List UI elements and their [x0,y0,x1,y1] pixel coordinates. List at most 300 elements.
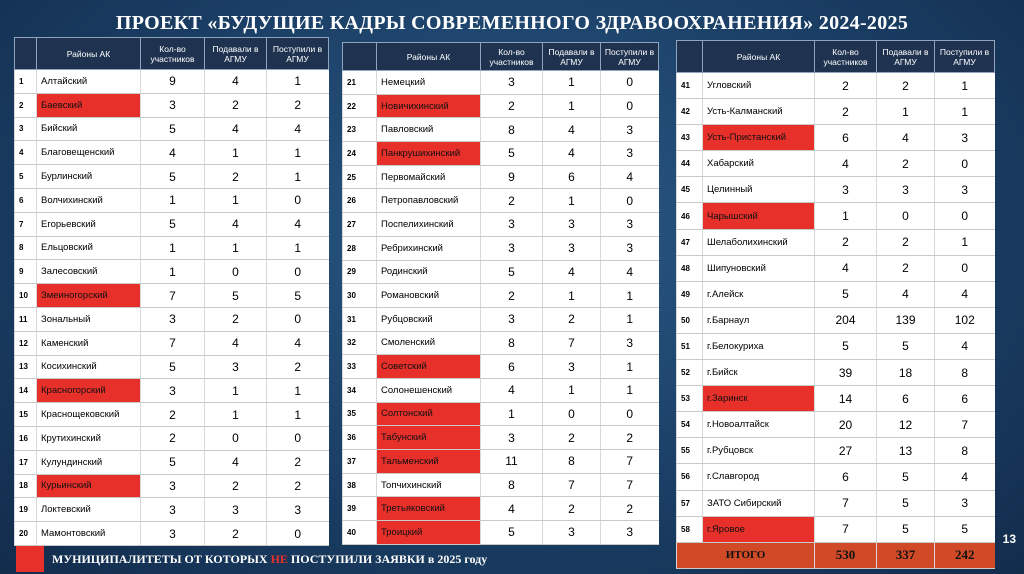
participants-count: 4 [481,497,543,521]
district-name: Родинский [377,260,481,284]
row-number: 24 [343,142,377,166]
admitted-count: 3 [935,490,995,516]
applied-count: 2 [543,307,601,331]
table-row [677,360,995,386]
header-applied: Подавали в АГМУ [543,43,601,71]
applied-count: 1 [205,403,267,427]
legend-text-part: МУНИЦИПАЛИТЕТЫ ОТ КОТОРЫХ [52,552,271,566]
legend-text-part: ПОСТУПИЛИ ЗАЯВКИ в 2025 году [287,552,488,566]
header-applied: Подавали в АГМУ [877,41,935,73]
applied-count: 8 [543,450,601,474]
admitted-count: 3 [267,498,329,522]
applied-count: 2 [205,307,267,331]
applied-count: 1 [543,378,601,402]
row-number: 28 [343,236,377,260]
participants-count: 1 [141,260,205,284]
table-row [15,474,329,498]
header-district: Районы АК [37,38,141,70]
row-number: 4 [15,141,37,165]
row-number: 36 [343,426,377,450]
admitted-count: 0 [267,522,329,546]
table-row [343,71,659,95]
table-row [15,522,329,546]
applied-count: 2 [877,151,935,177]
row-number: 1 [15,70,37,94]
admitted-count: 7 [601,473,659,497]
row-number: 41 [677,73,703,99]
admitted-count: 0 [267,426,329,450]
table-row [677,281,995,307]
row-number: 20 [15,522,37,546]
table-row [677,490,995,516]
row-number: 37 [343,450,377,474]
table-row [15,93,329,117]
participants-count: 5 [141,450,205,474]
admitted-count: 2 [601,426,659,450]
participants-count: 7 [815,516,877,542]
table-row [343,450,659,474]
row-number: 2 [15,93,37,117]
admitted-count: 1 [267,403,329,427]
district-name: г.Белокуриха [703,333,815,359]
applied-count: 1 [543,284,601,308]
admitted-count: 8 [935,360,995,386]
applied-count: 6 [877,386,935,412]
row-number: 10 [15,284,37,308]
row-number: 21 [343,71,377,95]
header-district: Районы АК [703,41,815,73]
district-name: Солтонский [377,402,481,426]
table-row [15,450,329,474]
district-name: Зональный [37,307,141,331]
table-row [15,307,329,331]
admitted-count: 1 [267,379,329,403]
applied-count: 7 [543,331,601,355]
table-row [677,151,995,177]
district-name: Ельцовский [37,236,141,260]
district-name: г.Барнаул [703,307,815,333]
applied-count: 0 [205,260,267,284]
table-row [343,189,659,213]
participants-count: 3 [141,522,205,546]
row-number: 52 [677,360,703,386]
participants-count: 3 [141,307,205,331]
row-number: 17 [15,450,37,474]
admitted-count: 1 [601,378,659,402]
admitted-count: 102 [935,307,995,333]
participants-count: 2 [481,189,543,213]
applied-count: 139 [877,307,935,333]
admitted-count: 0 [935,203,995,229]
admitted-count: 0 [601,94,659,118]
table-row [343,521,659,545]
participants-count: 6 [815,464,877,490]
applied-count: 0 [205,426,267,450]
table-row [677,229,995,255]
participants-count: 1 [141,236,205,260]
district-name: Поспелихинский [377,213,481,237]
district-name: Кулундинский [37,450,141,474]
applied-count: 2 [543,497,601,521]
district-name: Краснощековский [37,403,141,427]
participants-count: 5 [815,281,877,307]
district-name: ЗАТО Сибирский [703,490,815,516]
header-admitted: Поступили в АГМУ [601,43,659,71]
district-name: Новичихинский [377,94,481,118]
legend-color-swatch [16,546,44,572]
participants-count: 3 [481,426,543,450]
row-number: 11 [15,307,37,331]
participants-count: 4 [481,378,543,402]
admitted-count: 1 [601,307,659,331]
applied-count: 2 [543,426,601,450]
table-row [677,412,995,438]
district-name: Шелаболихинский [703,229,815,255]
row-number: 27 [343,213,377,237]
page-title: ПРОЕКТ «БУДУЩИЕ КАДРЫ СОВРЕМЕННОГО ЗДРАВООХРАНЕНИЯ» 2024-2025 [115,12,909,34]
admitted-count: 4 [267,117,329,141]
table-row [343,118,659,142]
participants-count: 3 [481,213,543,237]
admitted-count: 1 [601,355,659,379]
admitted-count: 3 [935,177,995,203]
participants-count: 3 [815,177,877,203]
participants-count: 5 [141,165,205,189]
table-row [15,260,329,284]
applied-count: 2 [877,255,935,281]
participants-count: 5 [141,117,205,141]
admitted-count: 3 [935,125,995,151]
admitted-count: 0 [935,151,995,177]
applied-count: 5 [205,284,267,308]
table-row [15,379,329,403]
participants-count: 14 [815,386,877,412]
districts-table-2 [342,42,659,545]
participants-count: 2 [815,229,877,255]
applied-count: 4 [543,118,601,142]
applied-count: 1 [543,189,601,213]
header-admitted: Поступили в АГМУ [935,41,995,73]
participants-count: 7 [141,284,205,308]
applied-count: 13 [877,438,935,464]
admitted-count: 4 [601,165,659,189]
admitted-count: 5 [267,284,329,308]
participants-count: 5 [141,355,205,379]
applied-count: 1 [543,71,601,95]
participants-count: 3 [141,93,205,117]
table-row [343,426,659,450]
row-number: 29 [343,260,377,284]
table-row [677,516,995,542]
participants-count: 204 [815,307,877,333]
participants-count: 2 [481,284,543,308]
applied-count: 5 [877,516,935,542]
applied-count: 3 [543,213,601,237]
district-name: Усть-Пристанский [703,125,815,151]
district-name: Косихинский [37,355,141,379]
participants-count: 3 [481,307,543,331]
participants-count: 3 [141,379,205,403]
table-row [677,333,995,359]
district-name: Алтайский [37,70,141,94]
participants-count: 9 [141,70,205,94]
district-name: Панкрушихинский [377,142,481,166]
applied-count: 0 [543,402,601,426]
table-row [15,212,329,236]
district-name: Смоленский [377,331,481,355]
row-number: 58 [677,516,703,542]
header-number [343,43,377,71]
district-name: Бийский [37,117,141,141]
table-row [677,386,995,412]
row-number: 56 [677,464,703,490]
districts-table-1 [14,37,329,546]
district-name: Красногорский [37,379,141,403]
participants-count: 39 [815,360,877,386]
applied-count: 1 [205,188,267,212]
participants-count: 2 [481,94,543,118]
applied-count: 3 [205,355,267,379]
admitted-count: 2 [601,497,659,521]
header-participants: Кол-во участников [815,41,877,73]
row-number: 8 [15,236,37,260]
row-number: 14 [15,379,37,403]
table-row [677,125,995,151]
admitted-count: 4 [935,281,995,307]
applied-count: 1 [205,379,267,403]
admitted-count: 1 [267,70,329,94]
admitted-count: 1 [267,165,329,189]
applied-count: 1 [205,236,267,260]
total-participants: 530 [815,542,877,568]
row-number: 33 [343,355,377,379]
admitted-count: 3 [601,142,659,166]
row-number: 12 [15,331,37,355]
row-number: 43 [677,125,703,151]
admitted-count: 3 [601,236,659,260]
admitted-count: 1 [267,236,329,260]
applied-count: 5 [877,490,935,516]
participants-count: 3 [481,236,543,260]
applied-count: 1 [543,94,601,118]
admitted-count: 5 [935,516,995,542]
district-name: Егорьевский [37,212,141,236]
applied-count: 4 [877,281,935,307]
total-label: ИТОГО [677,542,815,568]
applied-count: 7 [543,473,601,497]
applied-count: 2 [205,165,267,189]
row-number: 46 [677,203,703,229]
row-number: 16 [15,426,37,450]
participants-count: 5 [141,212,205,236]
table-row [15,70,329,94]
legend-text [52,552,487,567]
table-row [343,497,659,521]
table-row [677,99,995,125]
district-name: Топчихинский [377,473,481,497]
table-row [15,284,329,308]
district-name: Мамонтовский [37,522,141,546]
table-row [343,378,659,402]
admitted-count: 8 [935,438,995,464]
admitted-count: 3 [601,331,659,355]
applied-count: 2 [205,522,267,546]
header-participants: Кол-во участников [481,43,543,71]
participants-count: 4 [141,141,205,165]
district-name: Благовещенский [37,141,141,165]
district-name: Змеиногорский [37,284,141,308]
table-row [15,117,329,141]
row-number: 15 [15,403,37,427]
participants-count: 3 [481,71,543,95]
participants-count: 5 [481,142,543,166]
district-name: Курьинский [37,474,141,498]
table-row [677,73,995,99]
participants-count: 2 [141,403,205,427]
applied-count: 2 [205,474,267,498]
admitted-count: 0 [935,255,995,281]
applied-count: 4 [205,212,267,236]
row-number: 22 [343,94,377,118]
district-name: Залесовский [37,260,141,284]
participants-count: 7 [815,490,877,516]
page-number: 13 [1002,532,1016,546]
participants-count: 6 [815,125,877,151]
admitted-count: 1 [601,284,659,308]
district-name: Волчихинский [37,188,141,212]
row-number: 38 [343,473,377,497]
table-row [677,177,995,203]
applied-count: 1 [205,141,267,165]
district-name: Романовский [377,284,481,308]
row-number: 26 [343,189,377,213]
admitted-count: 1 [935,99,995,125]
table-row [677,307,995,333]
participants-count: 5 [481,260,543,284]
participants-count: 7 [141,331,205,355]
district-name: г.Яровое [703,516,815,542]
districts-table-3 [676,40,995,569]
applied-count: 2 [877,229,935,255]
row-number: 45 [677,177,703,203]
admitted-count: 0 [601,71,659,95]
header-district: Районы АК [377,43,481,71]
total-admitted: 242 [935,542,995,568]
table-row [343,142,659,166]
district-name: Угловский [703,73,815,99]
row-number: 25 [343,165,377,189]
header-admitted: Поступили в АГМУ [267,38,329,70]
district-name: Рубцовский [377,307,481,331]
table-row [15,498,329,522]
district-name: Петропавловский [377,189,481,213]
participants-count: 1 [481,402,543,426]
applied-count: 3 [543,236,601,260]
district-name: Немецкий [377,71,481,95]
participants-count: 4 [815,151,877,177]
participants-count: 11 [481,450,543,474]
admitted-count: 2 [267,93,329,117]
table-row [15,165,329,189]
district-name: Каменский [37,331,141,355]
participants-count: 9 [481,165,543,189]
applied-count: 4 [543,142,601,166]
row-number: 3 [15,117,37,141]
applied-count: 1 [877,99,935,125]
applied-count: 12 [877,412,935,438]
table-row [15,188,329,212]
admitted-count: 2 [267,450,329,474]
admitted-count: 4 [601,260,659,284]
district-name: Баевский [37,93,141,117]
admitted-count: 0 [267,307,329,331]
district-name: г.Новоалтайск [703,412,815,438]
district-name: Крутихинский [37,426,141,450]
table-row [343,284,659,308]
row-number: 53 [677,386,703,412]
row-number: 23 [343,118,377,142]
row-number: 30 [343,284,377,308]
row-number: 48 [677,255,703,281]
participants-count: 2 [815,99,877,125]
table-row [677,438,995,464]
admitted-count: 6 [935,386,995,412]
applied-count: 0 [877,203,935,229]
row-number: 57 [677,490,703,516]
admitted-count: 0 [601,189,659,213]
district-name: Чарышский [703,203,815,229]
table-row [343,213,659,237]
admitted-count: 7 [601,450,659,474]
district-name: Солонешенский [377,378,481,402]
header-participants: Кол-во участников [141,38,205,70]
row-number: 47 [677,229,703,255]
row-number: 55 [677,438,703,464]
row-number: 54 [677,412,703,438]
table-row [677,255,995,281]
applied-count: 4 [205,450,267,474]
applied-count: 4 [205,117,267,141]
applied-count: 3 [877,177,935,203]
participants-count: 2 [815,73,877,99]
district-name: Ребрихинский [377,236,481,260]
participants-count: 4 [815,255,877,281]
participants-count: 3 [141,474,205,498]
district-name: Советский [377,355,481,379]
row-number: 18 [15,474,37,498]
applied-count: 3 [543,521,601,545]
table-row [343,260,659,284]
district-name: Хабарский [703,151,815,177]
applied-count: 6 [543,165,601,189]
participants-count: 5 [481,521,543,545]
district-name: г.Заринск [703,386,815,412]
admitted-count: 0 [267,260,329,284]
admitted-count: 1 [267,141,329,165]
table-row [343,355,659,379]
applied-count: 3 [205,498,267,522]
admitted-count: 4 [267,331,329,355]
admitted-count: 3 [601,521,659,545]
participants-count: 8 [481,118,543,142]
district-name: Первомайский [377,165,481,189]
admitted-count: 3 [601,213,659,237]
district-name: г.Рубцовск [703,438,815,464]
participants-count: 2 [141,426,205,450]
admitted-count: 4 [267,212,329,236]
admitted-count: 1 [935,229,995,255]
row-number: 42 [677,99,703,125]
